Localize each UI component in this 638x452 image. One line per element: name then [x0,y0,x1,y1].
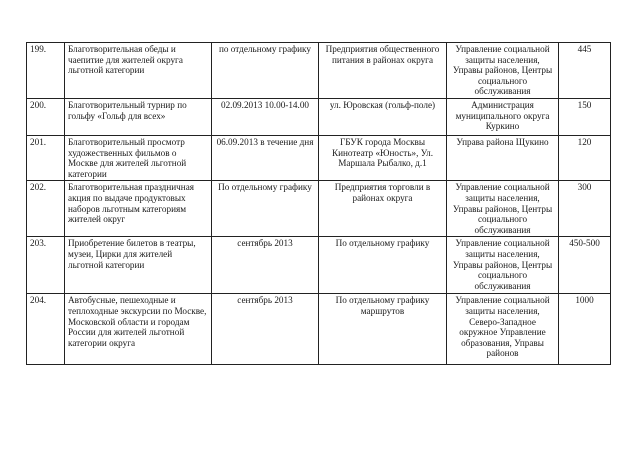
row-number: 203. [27,237,65,294]
row-number: 199. [27,43,65,99]
row-number: 204. [27,294,65,365]
participant-count: 120 [559,135,611,180]
event-name: Благотворительная праздничная акция по выдаче продуктовых наборов льготным категориям жителей округ [65,181,212,237]
event-name: Благотворительная обеды и чаепитие для жителей округа льготной категории [65,43,212,99]
table-row [27,181,611,237]
event-organizer: Управа района Щукино [447,135,559,180]
event-organizer: Администрация муниципального округа Куркино [447,98,559,135]
participant-count: 1000 [559,294,611,365]
participant-count: 150 [559,98,611,135]
event-place: Предприятия общественного питания в районах округа [319,43,447,99]
event-date: сентябрь 2013 [212,294,319,365]
event-date: 06.09.2013 в течение дня [212,135,319,180]
event-date: 02.09.2013 10.00-14.00 [212,98,319,135]
participant-count: 445 [559,43,611,99]
event-organizer: Управление социальной защиты населения, Северо-Западное окружное Управление образования, Управы районов [447,294,559,365]
event-date: По отдельному графику [212,181,319,237]
event-name: Благотворительный просмотр художественных фильмов о Москве для жителей льготной категории [65,135,212,180]
participant-count: 300 [559,181,611,237]
event-name: Благотворительный турнир по гольфу «Гольф для всех» [65,98,212,135]
row-number: 202. [27,181,65,237]
row-number: 200. [27,98,65,135]
event-place: Предприятия торговли в районах округа [319,181,447,237]
table-row [27,237,611,294]
table-row [27,135,611,180]
event-place: ГБУК города Москвы Кинотеатр «Юность», Ул. Маршала Рыбалко, д.1 [319,135,447,180]
table-row [27,294,611,365]
event-organizer: Управление социальной защиты населения, Управы районов, Центры социального обслуживания [447,237,559,294]
event-place: ул. Юровская (гольф-поле) [319,98,447,135]
table-row [27,98,611,135]
table-row [27,43,611,99]
participant-count: 450-500 [559,237,611,294]
event-organizer: Управление социальной защиты населения, Управы районов, Центры социального обслуживания [447,181,559,237]
event-name: Приобретение билетов в театры, музеи, Цирки для жителей льготной категории [65,237,212,294]
event-organizer: Управление социальной защиты населения, Управы районов, Центры социального обслуживания [447,43,559,99]
event-name: Автобусные, пешеходные и теплоходные экскурсии по Москве, Московской области и городам России для жителей льготной категории округа [65,294,212,365]
event-date: сентябрь 2013 [212,237,319,294]
event-date: по отдельному графику [212,43,319,99]
event-place: По отдельному графику [319,237,447,294]
event-place: По отдельному графику маршрутов [319,294,447,365]
row-number: 201. [27,135,65,180]
events-table [26,42,611,365]
